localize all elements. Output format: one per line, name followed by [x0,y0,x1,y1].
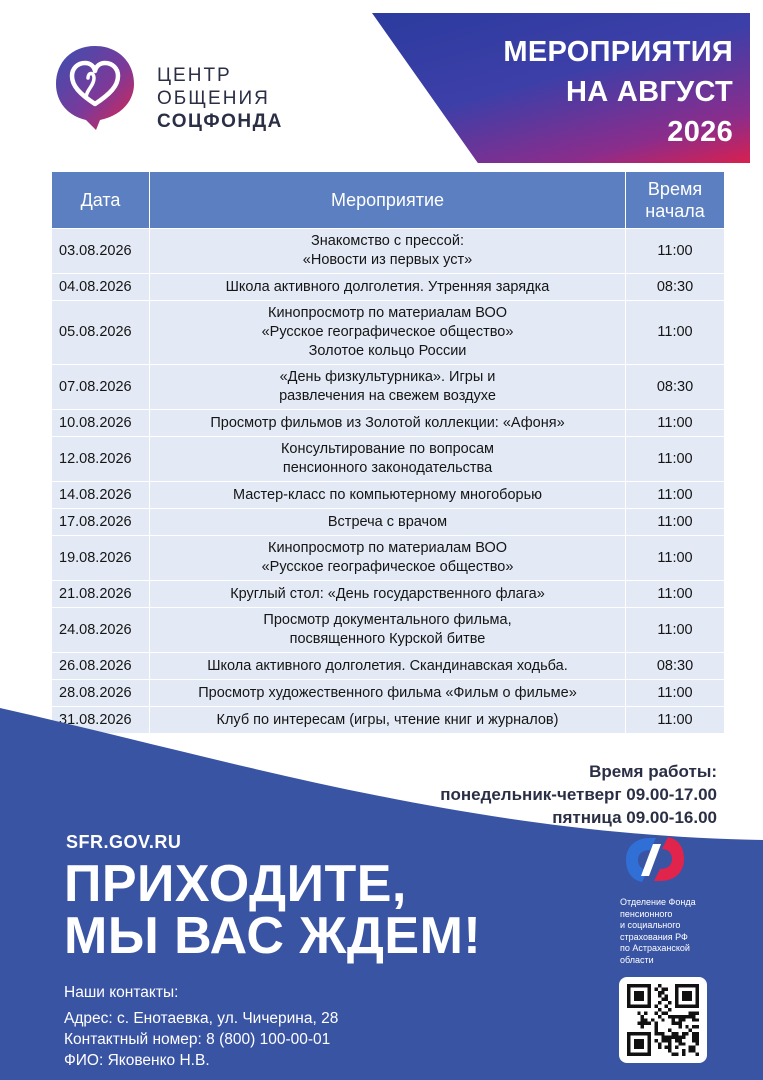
cell-time: 11:00 [626,509,725,536]
logo-line-2: ОБЩЕНИЯ [157,88,270,109]
qr-code[interactable] [619,977,707,1063]
contact-phone: Контактный номер: 8 (800) 100-00-01 [64,1031,331,1048]
working-hours-title: Время работы: [589,762,717,781]
cell-event [150,536,626,581]
table-row [52,482,725,509]
table-row [52,581,725,608]
event-line: Просмотр фильмов из Золотой коллекции: «Афоня» [210,414,565,431]
event-line: «Русское географическое общество» [261,559,514,575]
cell-time: 08:30 [626,365,725,410]
event-line: Круглый стол: «День государственного флага» [230,585,545,602]
table-body [52,229,725,734]
column-header-time [626,172,725,229]
cell-date: 07.08.2026 [52,365,150,410]
event-line: Кинопросмотр по материалам ВОО [268,540,507,556]
time-header-line-2: начала [645,201,705,221]
event-line: Встреча с врачом [327,513,448,530]
caption-line: пенсионного [620,908,673,919]
cell-event [150,410,626,437]
caption-line: области [620,954,654,965]
event-line: пенсионного законодательства [282,460,493,476]
cell-time: 08:30 [626,274,725,301]
logo-line-3: СОЦФОНДА [157,111,283,132]
table-row [52,301,725,365]
cell-date: 03.08.2026 [52,229,150,274]
cell-date: 31.08.2026 [52,707,150,734]
event-line: Школа активного долголетия. Утренняя зарядка [225,278,550,295]
title-line-2: НА АВГУСТ [566,76,733,108]
cell-time: 08:30 [626,653,725,680]
cell-time: 11:00 [626,229,725,274]
event-line: Кинопросмотр по материалам ВОО [268,305,507,321]
caption-line: по Астраханской [620,943,690,953]
contact-address: Адрес: с. Енотаевка, ул. Чичерина, 28 [64,1010,339,1027]
cell-time: 11:00 [626,410,725,437]
event-line: «Русское географическое общество» [261,324,514,340]
table-row [52,274,725,301]
cell-time: 11:00 [626,437,725,482]
slogan-line-2: МЫ ВАС ЖДЕМ! [64,907,482,965]
cell-event [150,229,626,274]
slogan-line-1: ПРИХОДИТЕ, [64,855,407,913]
table-row [52,536,725,581]
table-header-row [52,172,725,229]
cell-event [150,653,626,680]
contact-person: ФИО: Яковенко Н.В. [64,1052,210,1069]
working-hours [440,760,717,829]
cell-date: 19.08.2026 [52,536,150,581]
cell-time: 11:00 [626,608,725,653]
event-line: «День физкультурника». Игры и [279,369,496,385]
contacts-block [64,982,338,1071]
cell-date: 14.08.2026 [52,482,150,509]
cell-date: 10.08.2026 [52,410,150,437]
working-hours-weekdays: понедельник-четверг 09.00-17.00 [440,785,717,804]
table-row [52,509,725,536]
cell-event [150,301,626,365]
event-line: Просмотр документального фильма, [263,612,512,628]
event-line: Золотое кольцо России [308,343,467,359]
time-header-line-1: Время [647,179,703,199]
cell-time: 11:00 [626,680,725,707]
caption-line: страхования РФ [620,931,688,942]
table-row [52,410,725,437]
column-header-date: Дата [52,172,150,229]
cell-date: 26.08.2026 [52,653,150,680]
column-header-event: Мероприятие [150,172,626,229]
cell-time: 11:00 [626,482,725,509]
cell-date: 04.08.2026 [52,274,150,301]
qr-code-icon [626,984,700,1056]
event-line: Знакомство с прессой: [310,233,464,249]
cell-date: 21.08.2026 [52,581,150,608]
cell-date: 24.08.2026 [52,608,150,653]
cell-event [150,365,626,410]
contacts-title: Наши контакты: [64,984,179,1001]
table-row [52,437,725,482]
sfr-logo-icon [620,832,690,887]
cell-date: 12.08.2026 [52,437,150,482]
event-line: Просмотр художественного фильма «Фильм о фильме» [198,684,577,701]
cell-date: 28.08.2026 [52,680,150,707]
event-line: Школа активного долголетия. Скандинавская ходьба. [207,657,568,674]
cell-event [150,482,626,509]
cell-event [150,608,626,653]
table-row [52,608,725,653]
table-row [52,365,725,410]
table-row [52,229,725,274]
sfr-org-caption [620,897,720,966]
page-title [503,32,733,152]
working-hours-friday: пятница 09.00-16.00 [552,808,717,827]
title-line-1: МЕРОПРИЯТИЯ [503,36,733,68]
slogan [64,855,482,965]
logo-wordmark [157,64,283,133]
event-line: Консультирование по вопросам [280,441,495,457]
website-link[interactable]: SFR.GOV.RU [66,832,182,852]
cell-event [150,437,626,482]
event-line: развлечения на свежем воздухе [279,388,496,404]
cell-event [150,274,626,301]
cell-date: 05.08.2026 [52,301,150,365]
events-table [51,171,725,734]
event-line: Клуб по интересам (игры, чтение книг и журналов) [216,711,559,728]
cell-time: 11:00 [626,536,725,581]
cell-time: 11:00 [626,707,725,734]
cell-date: 17.08.2026 [52,509,150,536]
event-line: посвященного Курской битве [289,631,486,647]
event-line: Мастер-класс по компьютерному многоборью [232,486,543,503]
caption-line: и социального [620,920,681,930]
title-year: 2026 [667,116,733,148]
cell-event [150,509,626,536]
cell-time: 11:00 [626,301,725,365]
table-row [52,653,725,680]
caption-line: Отделение Фонда [620,897,696,907]
logo-line-1: ЦЕНТР [157,65,232,86]
event-line: «Новости из первых уст» [302,252,473,268]
cell-event [150,581,626,608]
cell-time: 11:00 [626,581,725,608]
heart-bubble-logo-icon [50,38,140,132]
